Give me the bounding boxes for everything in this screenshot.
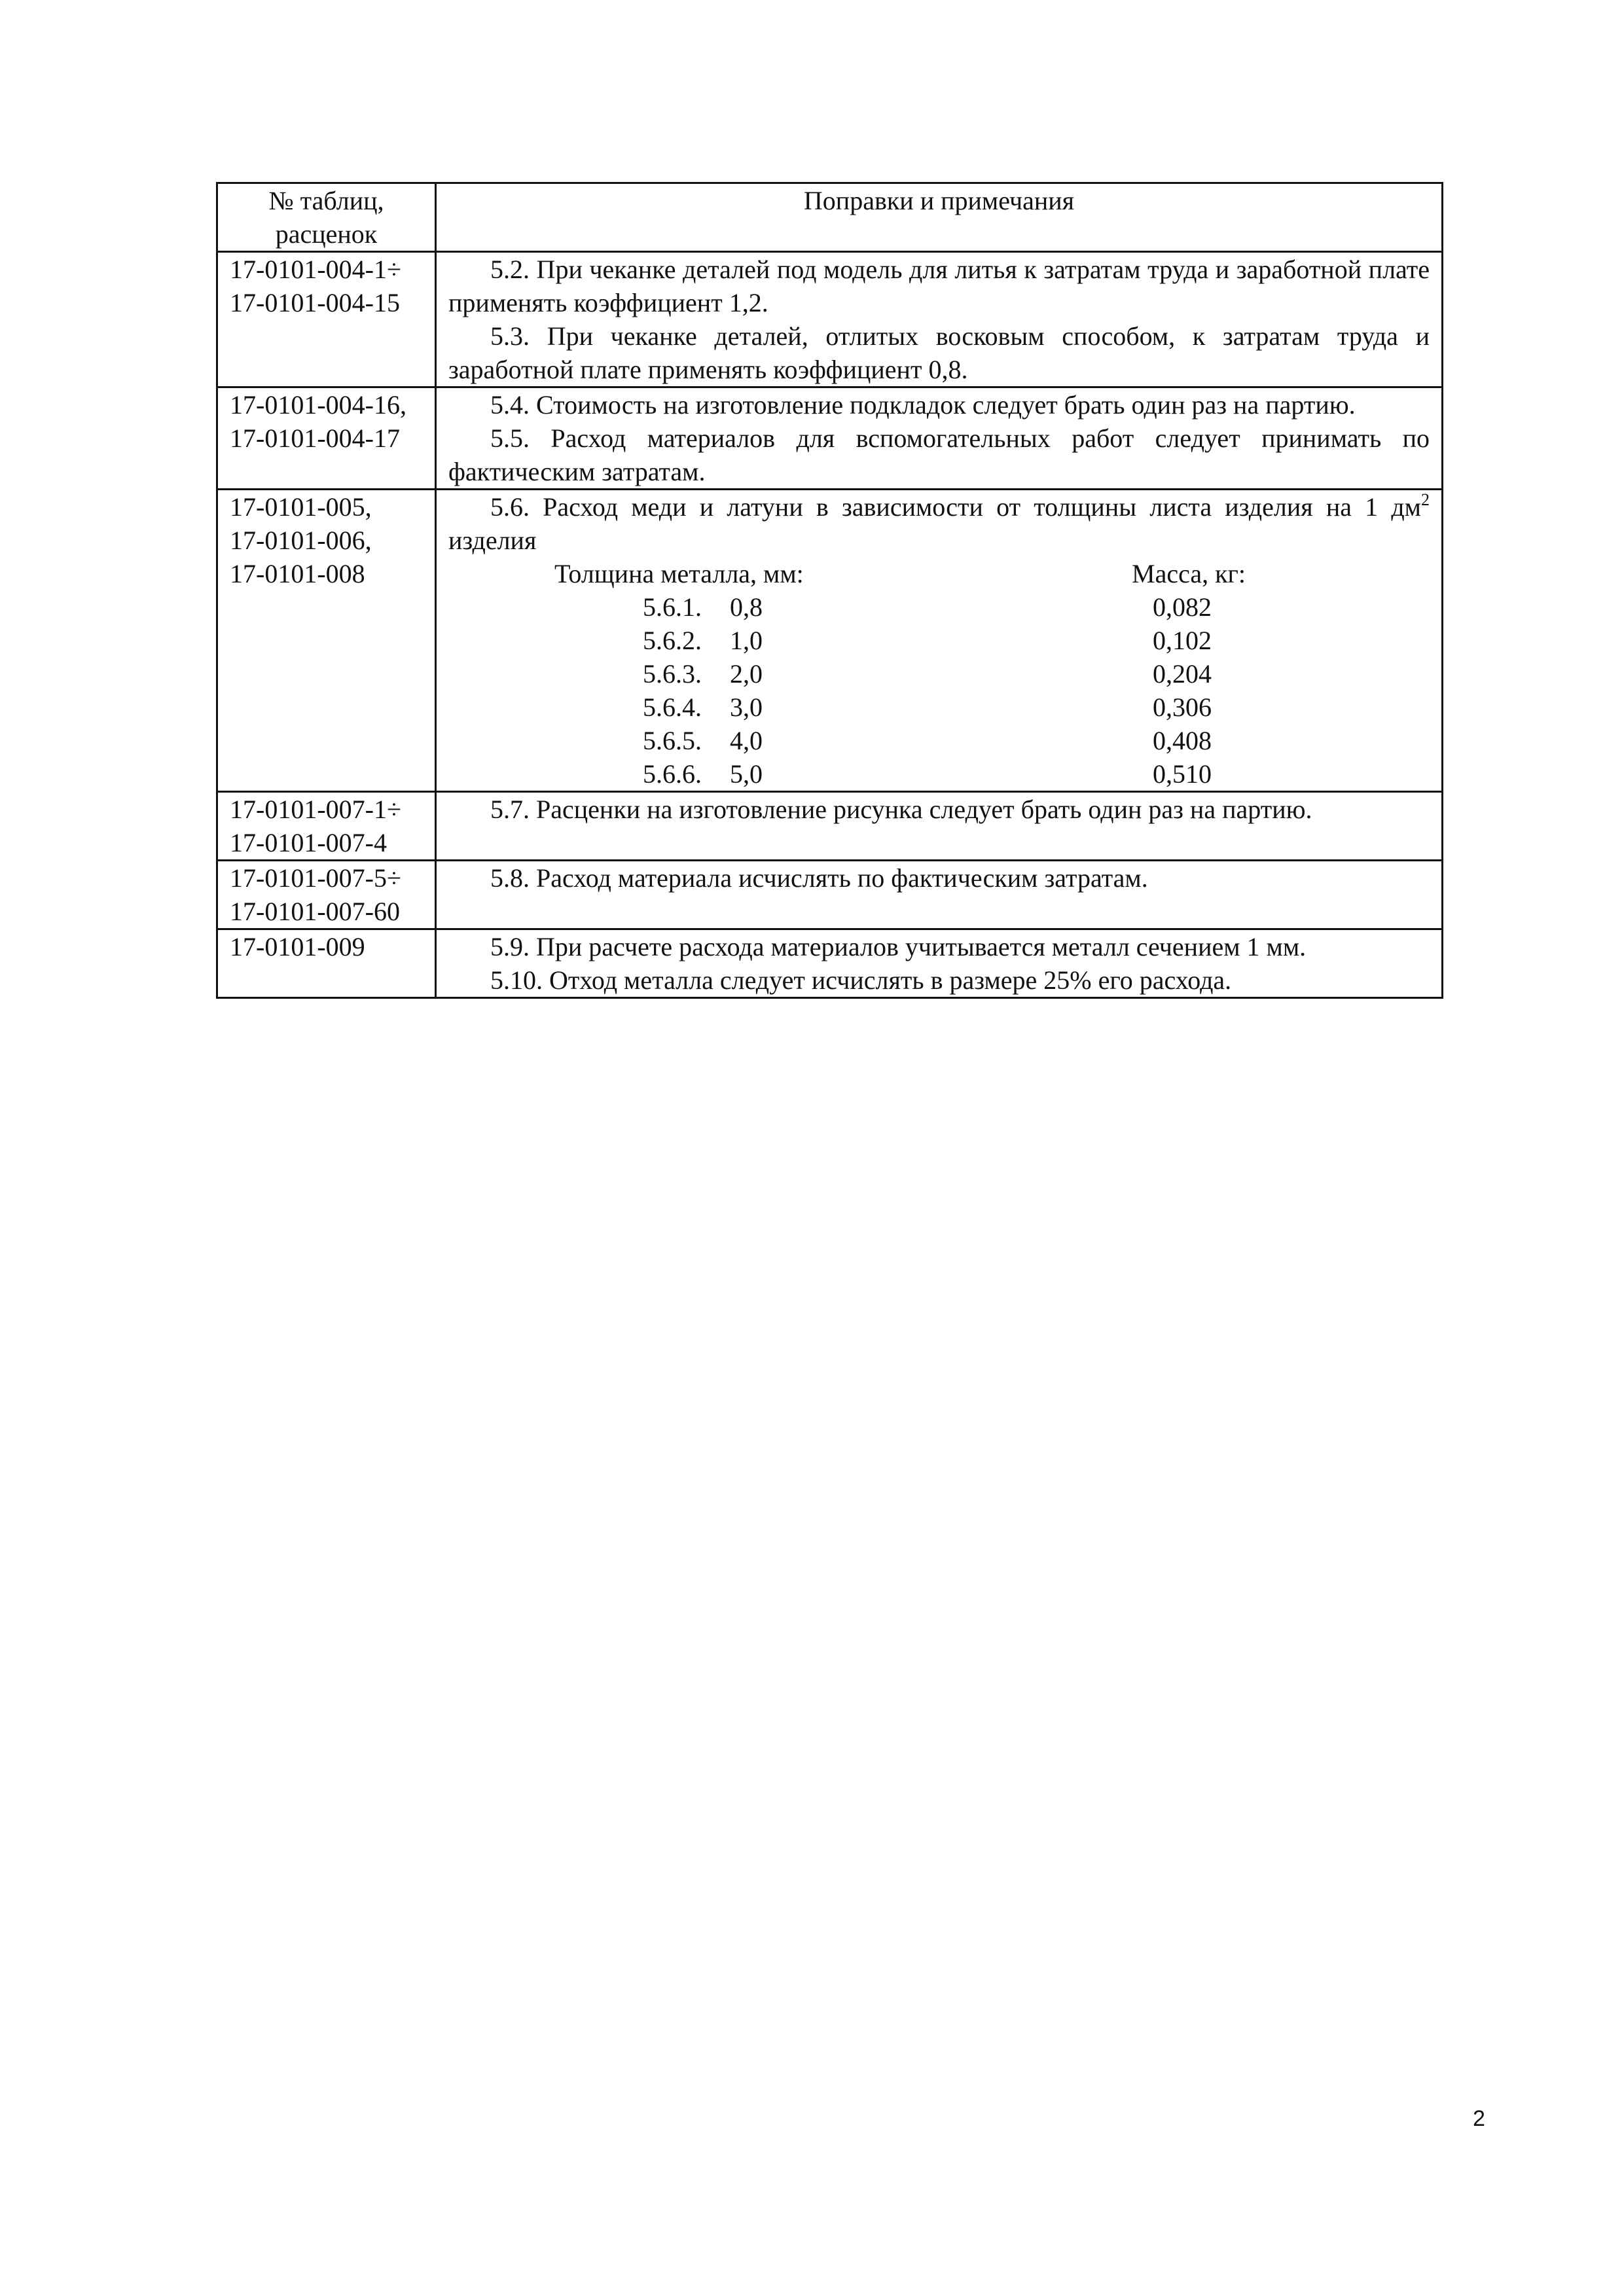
table-row (217, 490, 1443, 792)
header-table-numbers: № таблиц, расценок (217, 183, 436, 252)
mass-table-row: 5.6.2. 1,0 0,102 (643, 626, 1212, 655)
code: 17-0101-006, (230, 526, 372, 555)
code: 17-0101-007-5÷ (230, 863, 401, 893)
code: 17-0101-004-1÷ (230, 255, 401, 284)
mass-table-row: 5.6.4. 3,0 0,306 (643, 692, 1212, 722)
row-codes (217, 861, 436, 929)
code: 17-0101-004-16, (230, 390, 406, 420)
note-5-5: 5.5. Расход материалов для вспомогательных работ следует принимать по фактическим затратам. (448, 423, 1430, 486)
code: 17-0101-008 (230, 559, 365, 588)
code: 17-0101-004-15 (230, 288, 400, 317)
row-notes (436, 490, 1443, 792)
row-codes (217, 490, 436, 792)
row-codes (217, 252, 436, 387)
row-codes (217, 792, 436, 861)
note-5-2: 5.2. При чеканке деталей под модель для литья к затратам труда и заработной плате применять коэффициент 1,2. (448, 255, 1430, 317)
table-header-row (217, 183, 1443, 252)
table-row (217, 387, 1443, 490)
note-5-9: 5.9. При расчете расхода материалов учитывается металл сечением 1 мм. (490, 932, 1307, 961)
table-row (217, 792, 1443, 861)
code: 17-0101-007-60 (230, 897, 400, 926)
code: 17-0101-004-17 (230, 423, 400, 453)
note-5-10: 5.10. Отход металла следует исчислять в размере 25% его расхода. (490, 965, 1232, 995)
row-codes (217, 387, 436, 490)
mass-table-row: 5.6.1. 0,8 0,082 (643, 592, 1212, 622)
note-5-7: 5.7. Расценки на изготовление рисунка следует брать один раз на партию. (490, 795, 1312, 824)
table-row (217, 929, 1443, 998)
mass-table-row: 5.6.3. 2,0 0,204 (643, 659, 1212, 689)
corrections-table (216, 182, 1443, 999)
mass-table-row: 5.6.6. 5,0 0,510 (643, 759, 1212, 789)
mass-header: Масса, кг: (1132, 559, 1246, 588)
page-number: 2 (1473, 2106, 1485, 2131)
table-row (217, 252, 1443, 387)
header-corrections-notes: Поправки и примечания (436, 183, 1443, 252)
code: 17-0101-009 (230, 932, 365, 961)
row-codes (217, 929, 436, 998)
mass-table-row: 5.6.5. 4,0 0,408 (643, 726, 1212, 755)
mass-table-header (448, 557, 1430, 590)
code: 17-0101-007-1÷ (230, 795, 401, 824)
row-notes (436, 792, 1443, 861)
note-5-3: 5.3. При чеканке деталей, отлитых восковым способом, к затратам труда и заработной плате применять коэффициент 0,8. (448, 321, 1430, 384)
code: 17-0101-007-4 (230, 828, 387, 857)
row-notes (436, 252, 1443, 387)
note-5-4: 5.4. Стоимость на изготовление подкладок следует брать один раз на партию. (490, 390, 1356, 420)
note-5-8: 5.8. Расход материала исчислять по фактическим затратам. (490, 863, 1148, 893)
table-row (217, 861, 1443, 929)
row-notes (436, 929, 1443, 998)
row-notes (436, 861, 1443, 929)
note-5-6: 5.6. Расход меди и латуни в зависимости от толщины листа изделия на 1 $дм^2$ изделия (448, 490, 1430, 555)
thickness-header: Толщина металла, мм: (554, 559, 804, 588)
code: 17-0101-005, (230, 492, 372, 522)
row-notes (436, 387, 1443, 490)
